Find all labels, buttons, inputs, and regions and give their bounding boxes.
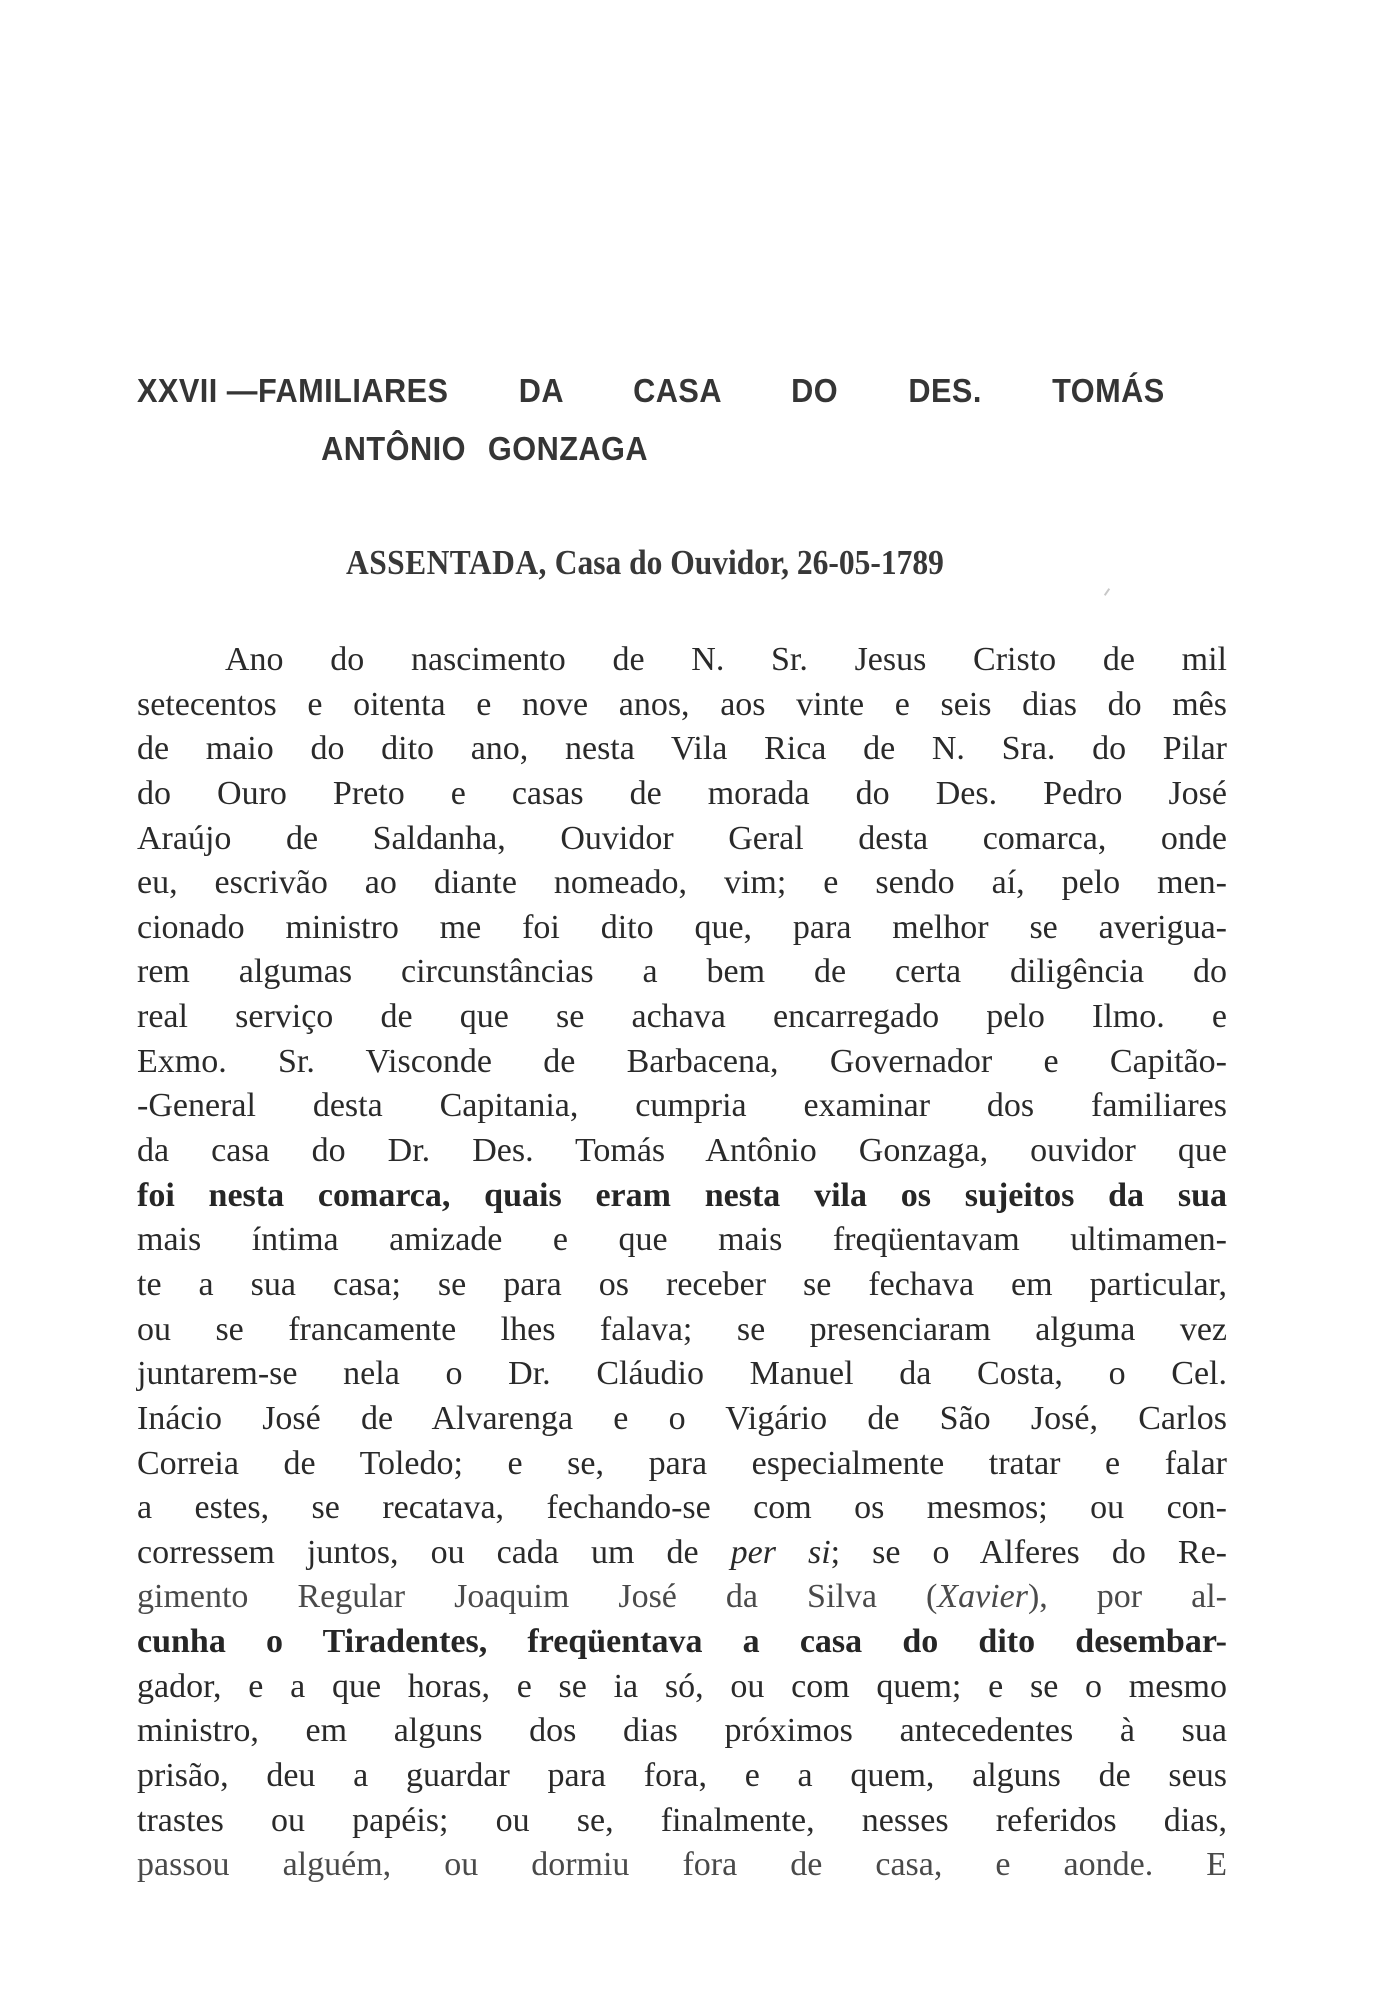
body-line: cunha o Tiradentes, freqüentava a casa do dito desembar- bbox=[137, 1623, 1227, 1661]
chapter-heading-row-2 bbox=[137, 430, 1151, 488]
body-line: Correia de Toledo; e se, para especialmente tratar e falar bbox=[137, 1444, 1227, 1482]
body-line: gador, e a que horas, e se ia só, ou com quem; e se o mesmo bbox=[137, 1667, 1227, 1705]
scan-artifact-mark bbox=[1104, 588, 1110, 596]
body-line-with-italic bbox=[137, 1575, 1227, 1620]
section-subheading bbox=[346, 543, 944, 583]
body-line: a estes, se recatava, fechando-se com os mesmos; ou con- bbox=[137, 1489, 1227, 1527]
body-line-text: gimento Regular Joaquim José da Silva ( bbox=[137, 1578, 938, 1616]
body-line: rem algumas circunstâncias a bem de certa diligência do bbox=[137, 953, 1227, 991]
body-line: prisão, deu a guardar para fora, e a quem, alguns de seus bbox=[137, 1757, 1227, 1795]
body-line: ministro, em alguns dos dias próximos antecedentes à sua bbox=[137, 1712, 1227, 1750]
body-line: Araújo de Saldanha, Ouvidor Geral desta comarca, onde bbox=[137, 819, 1227, 857]
body-line: te a sua casa; se para os receber se fechava em particular, bbox=[137, 1265, 1227, 1303]
body-line: trastes ou papéis; ou se, finalmente, nesses referidos dias, bbox=[137, 1801, 1227, 1839]
body-line: Ano do nascimento de N. Sr. Jesus Cristo de mil bbox=[225, 641, 1227, 678]
body-line: -General desta Capitania, cumpria examinar dos familiares bbox=[137, 1087, 1227, 1125]
body-line: Inácio José de Alvarenga e o Vigário de São José, Carlos bbox=[137, 1399, 1227, 1437]
body-line-text: ; se o Alferes do Re- bbox=[830, 1533, 1227, 1571]
chapter-title-line-1: FAMILIARES DA CASA DO DES. TOMÁS bbox=[257, 372, 1165, 409]
body-line: do Ouro Preto e casas de morada do Des. Pedro José bbox=[137, 774, 1227, 812]
subheading-label: ASSENTADA, bbox=[346, 543, 547, 582]
chapter-number: XXVII — bbox=[137, 372, 258, 409]
body-line: real serviço de que se achava encarregado pelo Ilmo. e bbox=[137, 998, 1227, 1036]
body-line: Exmo. Sr. Visconde de Barbacena, Governador e Capitão- bbox=[137, 1042, 1227, 1080]
chapter-title-line-2: ANTÔNIO GONZAGA bbox=[321, 430, 649, 467]
chapter-heading bbox=[137, 372, 1165, 488]
subheading-place-date: Casa do Ouvidor, 26-05-1789 bbox=[546, 543, 944, 582]
chapter-heading-row-1 bbox=[137, 372, 1165, 430]
body-paragraph bbox=[137, 638, 1227, 1888]
body-line-text: ), por al- bbox=[1027, 1578, 1227, 1616]
body-line: da casa do Dr. Des. Tomás Antônio Gonzaga, ouvidor que bbox=[137, 1132, 1227, 1170]
italic-phrase: Xavier bbox=[937, 1578, 1028, 1616]
body-line: foi nesta comarca, quais eram nesta vila os sujeitos da sua bbox=[137, 1176, 1227, 1214]
body-line: setecentos e oitenta e nove anos, aos vinte e seis dias do mês bbox=[137, 685, 1227, 723]
body-line: ou se francamente lhes falava; se presenciaram alguma vez bbox=[137, 1310, 1227, 1348]
italic-phrase: per si bbox=[730, 1533, 831, 1571]
body-line-text: corressem juntos, ou cada um de bbox=[137, 1533, 731, 1571]
body-line: de maio do dito ano, nesta Vila Rica de N. Sra. do Pilar bbox=[137, 730, 1227, 768]
body-line: cionado ministro me foi dito que, para melhor se averigua- bbox=[137, 908, 1227, 946]
body-line: eu, escrivão ao diante nomeado, vim; e sendo aí, pelo men- bbox=[137, 864, 1227, 902]
body-line: juntarem-se nela o Dr. Cláudio Manuel da Costa, o Cel. bbox=[137, 1355, 1227, 1393]
body-line-last: passou alguém, ou dormiu fora de casa, e aonde. E bbox=[137, 1846, 1227, 1884]
body-line: mais íntima amizade e que mais freqüentavam ultimamen- bbox=[137, 1221, 1227, 1259]
body-line-with-italic bbox=[137, 1531, 1227, 1576]
